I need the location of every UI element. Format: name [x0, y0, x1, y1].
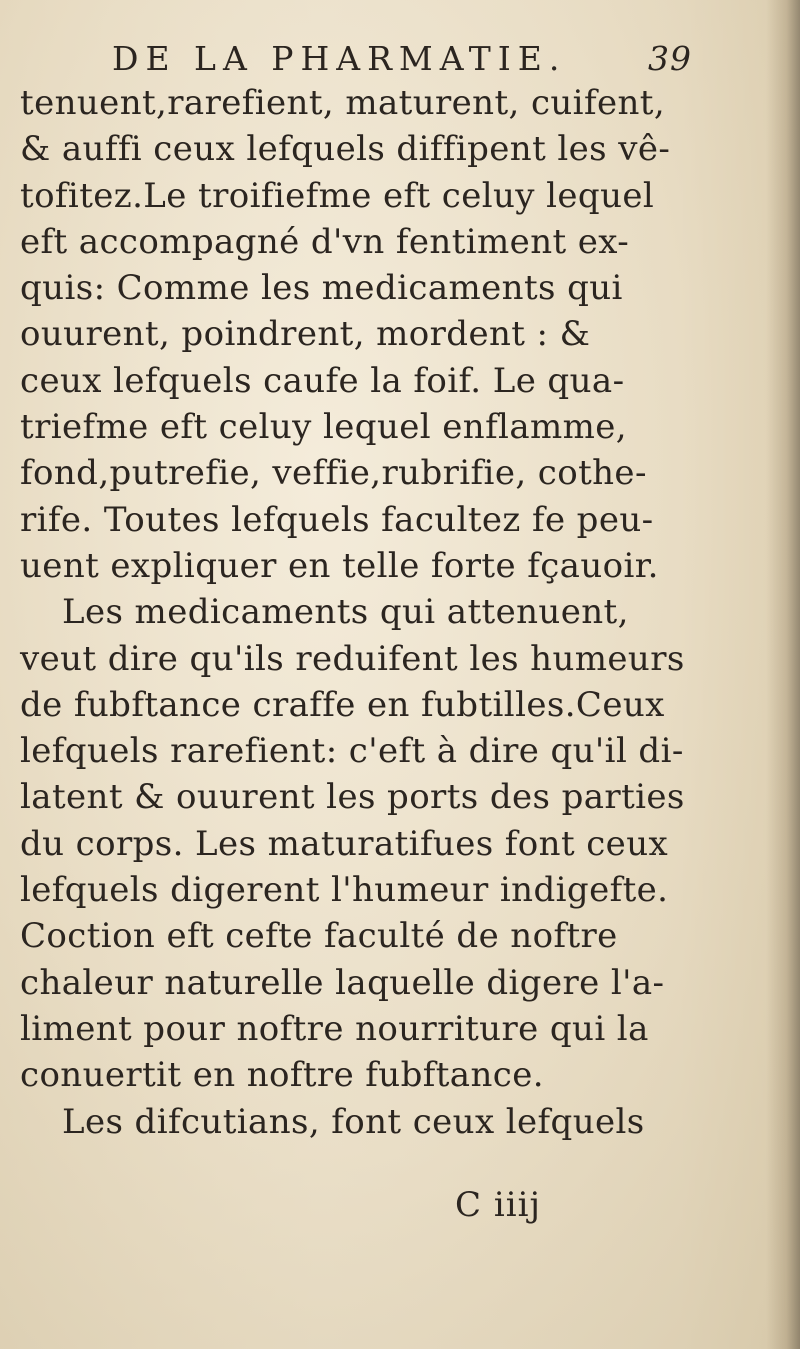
text-line: conuertit en noftre fubftance.: [20, 1055, 544, 1096]
text-line: eft accompagné d'vn fentiment ex-: [20, 221, 630, 262]
text-line: tofitez.Le troifiefme eft celuy lequel: [20, 175, 655, 216]
signature-mark: C iiij: [455, 1185, 541, 1225]
text-line: fond,putrefie, veffie,rubrifie, cothe-: [20, 453, 647, 494]
text-line: quis: Comme les medicaments qui: [20, 268, 623, 309]
text-line: liment pour noftre nourriture qui la: [20, 1008, 649, 1049]
text-line: ouurent, poindrent, mordent : &: [20, 314, 591, 355]
paragraph-start-line: Les difcutians, font ceux lefquels: [62, 1101, 645, 1142]
text-line: lefquels digerent l'humeur indigefte.: [20, 870, 669, 911]
text-line: du corps. Les maturatifues font ceux: [20, 823, 669, 864]
page-number: 39: [648, 39, 692, 78]
page-edge-shadow: [766, 0, 800, 1349]
text-line: tenuent,rarefient, maturent, cuifent,: [20, 83, 666, 123]
text-line: ceux lefquels caufe la foif. Le qua-: [20, 360, 625, 401]
text-line: uent expliquer en telle forte fçauoir.: [20, 545, 659, 586]
text-line: triefme eft celuy lequel enflamme,: [20, 407, 628, 448]
text-line: lefquels rarefient: c'eft à dire qu'il di-: [20, 731, 684, 772]
text-line: rife. Toutes lefquels facultez fe peu-: [20, 499, 654, 540]
text-line: & auffi ceux lefquels diffipent les vê-: [20, 129, 671, 170]
text-line: Coction eft cefte faculté de noftre: [20, 916, 618, 957]
body-text: [20, 80, 685, 1145]
running-title: DE LA PHARMATIE.: [112, 39, 567, 78]
text-line: de fubftance craffe en fubtilles.Ceux: [20, 684, 665, 725]
text-line: latent & ouurent les ports des parties: [20, 777, 685, 818]
text-line: veut dire qu'ils reduifent les humeurs: [20, 638, 685, 679]
paragraph-start-line: Les medicaments qui attenuent,: [62, 592, 629, 633]
running-header: [112, 36, 692, 82]
text-line: chaleur naturelle laquelle digere l'a-: [20, 962, 665, 1003]
